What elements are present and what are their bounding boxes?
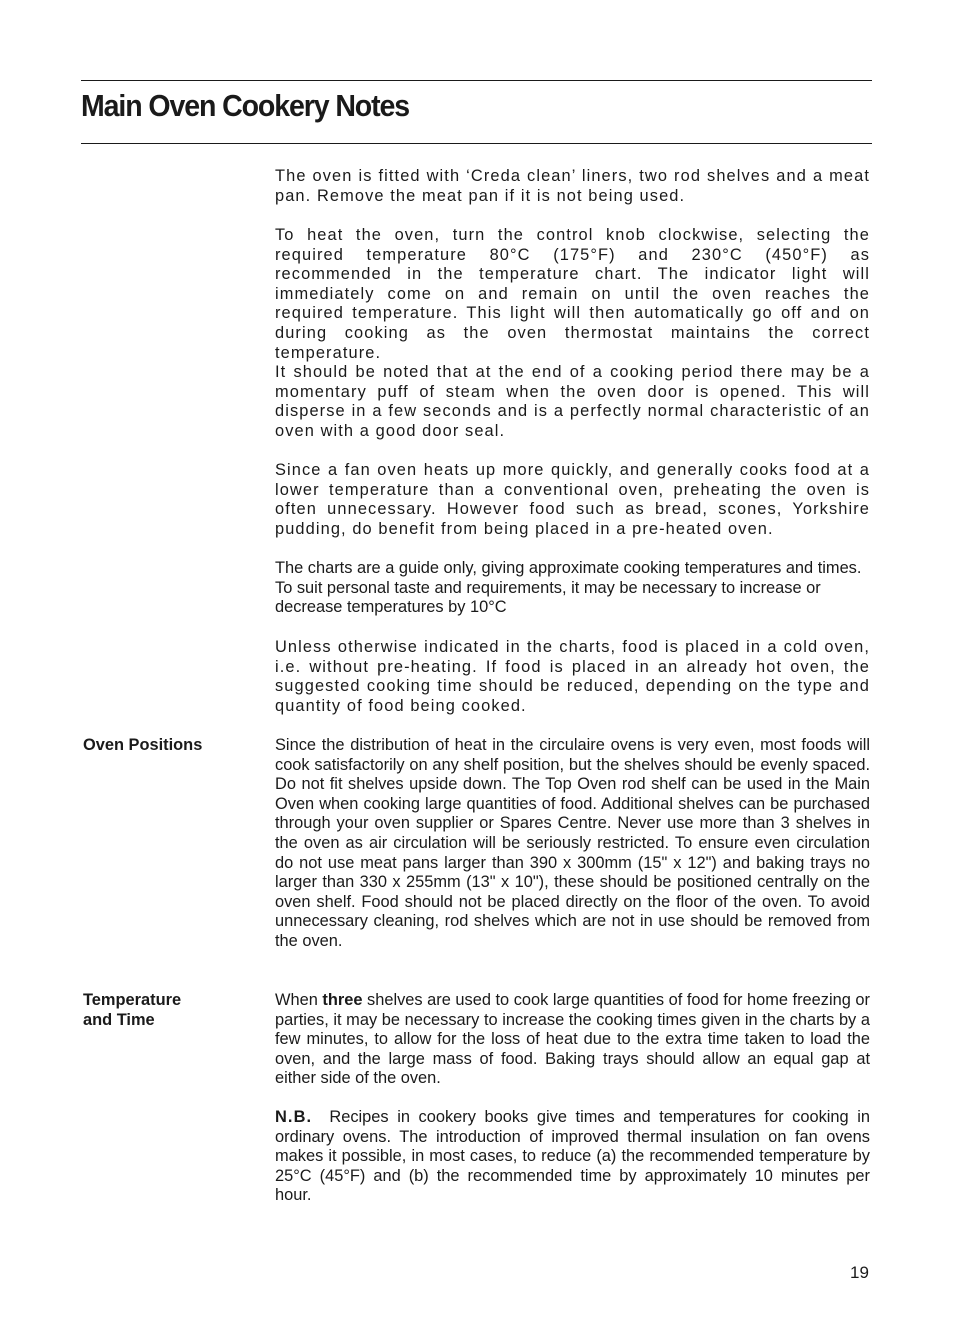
oven-positions-heading: Oven Positions [83,736,203,754]
page-title: Main Oven Cookery Notes [81,88,410,123]
paragraph-heating: To heat the oven, turn the control knob clockwise, selecting the required temperature 80°C (175°F) and 230°C (450°F) as recommended in the temperature chart. The indicator light will immediately come on and remain on until the oven reaches the required temperature. This light will then automatically go off and on during cooking as the oven thermostat maintains the correct temperature. [275,226,870,362]
paragraph-preheating: Since a fan oven heats up more quickly, and generally cooks food at a lower temperature than a conventional oven, preheating the oven is often unnecessary. However food such as bread, scones, Yorkshire pudding, do benefit from being placed in a pre-heated oven. [275,461,870,538]
paragraph-steam: It should be noted that at the end of a cooking period there may be a momentary puff of steam when the oven door is opened. This will disperse in a few seconds and is a perfectly normal characteristic of an oven with a good door seal. [275,363,870,440]
paragraph-charts-guide: The charts are a guide only, giving approximate cooking temperatures and times. To suit personal taste and requirements, it may be necessary to increase or decrease temperatures by 10°C [275,559,862,617]
emphasis-three: three [322,991,363,1009]
paragraph-cold-oven: Unless otherwise indicated in the charts, food is placed in a cold oven, i.e. without pre-heating. If food is placed in an already hot oven, the suggested cooking time should be reduced, depending on the type and quantity of food being cooked. [275,638,870,715]
temperature-time-heading: Temperature and Time [83,991,182,1029]
paragraph-liners: The oven is fitted with ‘Creda clean’ liners, two rod shelves and a meat pan. Remove the meat pan if it is not being used. [275,167,870,205]
page-number: 19 [850,1263,869,1282]
top-rule [81,80,872,81]
temperature-time-text: When three shelves are used to cook large quantities of food for home freezing or parties, it may be necessary to increase the cooking times given in the charts by a few minutes, to allow for the loss of heat due to the extra time taken to load the oven, and the large mass of food. Baking trays should allow an equal gap at either side of the oven. [275,991,870,1088]
title-underline [81,143,872,144]
nb-note: N.B. Recipes in cookery books give times and temperatures for cooking in ordinary ovens. The introduction of improved thermal insulation on fan ovens makes it possible, in most cases, to reduce (a) the recommended temperature by 25°C (45°F) and (b) the recommended time by approximately 10 minutes per hour. [275,1108,875,1205]
oven-positions-text: Since the distribution of heat in the circulaire ovens is very even, most foods will cook satisfactorily on any shelf position, but the shelves should be evenly spaced. Do not fit shelves upside down. The Top Oven rod shelf can be used in the Main Oven when cooking large quantities of food. Additional shelves can be purchased through your oven supplier or Spares Centre. Never use more than 3 shelves in the oven as air circulation will be seriously restricted. To ensure even circulation do not use meat pans larger than 390 x 300mm (15" x 12") and baking trays no larger than 330 x 255mm (13" x 10"), these should be positioned centrally on the oven shelf. Food should not be placed directly on the floor of the oven. To avoid unnecessary cleaning, rod shelves which are not in use should be removed from the oven. [275,736,870,950]
nb-label: N.B. [275,1108,313,1126]
